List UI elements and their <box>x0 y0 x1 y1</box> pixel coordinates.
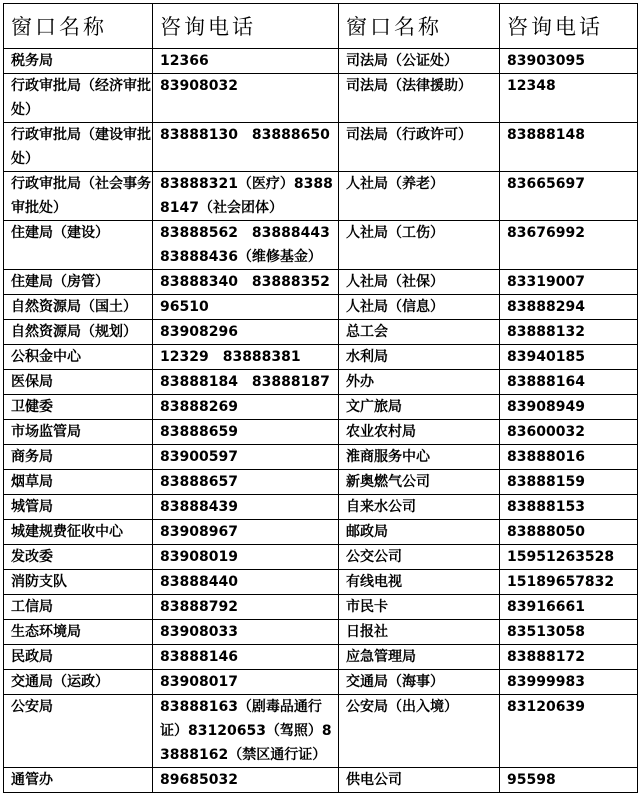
table-row <box>4 545 638 570</box>
table-row <box>4 221 638 270</box>
phone-cell: 83888184 83888187 <box>153 370 339 395</box>
window-name-cell: 消防支队 <box>4 570 153 595</box>
phone-cell: 83513058 <box>500 620 638 645</box>
window-name-cell: 城建规费征收中心 <box>4 520 153 545</box>
window-name-cell: 市民卡 <box>339 595 500 620</box>
phone-cell: 83319007 <box>500 270 638 295</box>
table-row <box>4 695 638 768</box>
table-row <box>4 620 638 645</box>
phone-cell: 12329 83888381 <box>153 345 339 370</box>
window-name-cell: 行政审批局（建设审批处） <box>4 123 153 172</box>
table-row <box>4 172 638 221</box>
table-row <box>4 445 638 470</box>
phone-cell: 83888148 <box>500 123 638 172</box>
window-name-cell: 行政审批局（经济审批处） <box>4 74 153 123</box>
phone-cell: 83888050 <box>500 520 638 545</box>
window-name-cell: 有线电视 <box>339 570 500 595</box>
phone-cell: 83908296 <box>153 320 339 345</box>
phone-cell: 83908032 <box>153 74 339 123</box>
window-name-cell: 城管局 <box>4 495 153 520</box>
window-name-cell: 公安局 <box>4 695 153 768</box>
header-row <box>4 4 638 49</box>
phone-cell: 83908967 <box>153 520 339 545</box>
table-row <box>4 768 638 793</box>
window-name-cell: 公交公司 <box>339 545 500 570</box>
phone-cell: 83888164 <box>500 370 638 395</box>
window-name-cell: 医保局 <box>4 370 153 395</box>
window-name-cell: 卫健委 <box>4 395 153 420</box>
table-row <box>4 645 638 670</box>
phone-cell: 83900597 <box>153 445 339 470</box>
phone-cell: 83665697 <box>500 172 638 221</box>
header-window-name-left: 窗口名称 <box>4 4 153 49</box>
phone-cell: 15951263528 <box>500 545 638 570</box>
table-row <box>4 270 638 295</box>
window-name-cell: 市场监管局 <box>4 420 153 445</box>
window-name-cell: 淮商服务中心 <box>339 445 500 470</box>
phone-cell: 83888294 <box>500 295 638 320</box>
phone-cell: 83888321（医疗）83888147（社会团体） <box>153 172 339 221</box>
phone-cell: 83888016 <box>500 445 638 470</box>
phone-cell: 83888340 83888352 <box>153 270 339 295</box>
window-name-cell: 文广旅局 <box>339 395 500 420</box>
window-name-cell: 工信局 <box>4 595 153 620</box>
phone-cell: 83888132 <box>500 320 638 345</box>
window-name-cell: 公安局（出入境） <box>339 695 500 768</box>
table-row <box>4 495 638 520</box>
window-name-cell: 住建局（房管） <box>4 270 153 295</box>
window-name-cell: 外办 <box>339 370 500 395</box>
window-name-cell: 日报社 <box>339 620 500 645</box>
window-name-cell: 农业农村局 <box>339 420 500 445</box>
table-row <box>4 570 638 595</box>
window-name-cell: 人社局（养老） <box>339 172 500 221</box>
window-name-cell: 商务局 <box>4 445 153 470</box>
window-name-cell: 自然资源局（国土） <box>4 295 153 320</box>
window-name-cell: 自然资源局（规划） <box>4 320 153 345</box>
table-row <box>4 295 638 320</box>
window-name-cell: 烟草局 <box>4 470 153 495</box>
window-name-cell: 民政局 <box>4 645 153 670</box>
phone-cell: 83908033 <box>153 620 339 645</box>
phone-cell: 83888130 83888650 <box>153 123 339 172</box>
phone-cell: 83888172 <box>500 645 638 670</box>
header-phone-left: 咨询电话 <box>153 4 339 49</box>
window-name-cell: 供电公司 <box>339 768 500 793</box>
table-row <box>4 420 638 445</box>
phone-cell: 83888159 <box>500 470 638 495</box>
window-name-cell: 税务局 <box>4 49 153 74</box>
window-name-cell: 交通局（运政） <box>4 670 153 695</box>
table-body <box>4 49 638 793</box>
phone-cell: 96510 <box>153 295 339 320</box>
window-name-cell: 人社局（社保） <box>339 270 500 295</box>
window-name-cell: 交通局（海事） <box>339 670 500 695</box>
phone-cell: 83888659 <box>153 420 339 445</box>
phone-cell: 15189657832 <box>500 570 638 595</box>
phone-cell: 83940185 <box>500 345 638 370</box>
phone-cell: 83888269 <box>153 395 339 420</box>
phone-cell: 83888562 83888443 83888436（维修基金） <box>153 221 339 270</box>
phone-cell: 83888440 <box>153 570 339 595</box>
phone-cell: 83120639 <box>500 695 638 768</box>
table-row <box>4 670 638 695</box>
window-name-cell: 人社局（信息） <box>339 295 500 320</box>
phone-cell: 95598 <box>500 768 638 793</box>
phone-cell: 83888439 <box>153 495 339 520</box>
window-name-cell: 新奥燃气公司 <box>339 470 500 495</box>
table-row <box>4 49 638 74</box>
window-name-cell: 总工会 <box>339 320 500 345</box>
phone-cell: 83676992 <box>500 221 638 270</box>
phone-cell: 83908019 <box>153 545 339 570</box>
phone-cell: 83888163（剧毒品通行证）83120653（驾照）83888162（禁区通行证） <box>153 695 339 768</box>
phone-cell: 83888792 <box>153 595 339 620</box>
phone-cell: 89685032 <box>153 768 339 793</box>
table-row <box>4 470 638 495</box>
header-window-name-right: 窗口名称 <box>339 4 500 49</box>
phone-cell: 83908949 <box>500 395 638 420</box>
phone-cell: 83600032 <box>500 420 638 445</box>
phone-cell: 12348 <box>500 74 638 123</box>
window-name-cell: 人社局（工伤） <box>339 221 500 270</box>
window-name-cell: 应急管理局 <box>339 645 500 670</box>
table-row <box>4 395 638 420</box>
header-phone-right: 咨询电话 <box>500 4 638 49</box>
window-name-cell: 邮政局 <box>339 520 500 545</box>
phone-cell: 83888657 <box>153 470 339 495</box>
table-row <box>4 520 638 545</box>
phone-cell: 83888146 <box>153 645 339 670</box>
contact-directory-table <box>3 3 638 793</box>
window-name-cell: 生态环境局 <box>4 620 153 645</box>
table-row <box>4 595 638 620</box>
window-name-cell: 公积金中心 <box>4 345 153 370</box>
window-name-cell: 司法局（行政许可） <box>339 123 500 172</box>
phone-cell: 83916661 <box>500 595 638 620</box>
window-name-cell: 住建局（建设） <box>4 221 153 270</box>
phone-cell: 12366 <box>153 49 339 74</box>
window-name-cell: 司法局（公证处） <box>339 49 500 74</box>
window-name-cell: 水利局 <box>339 345 500 370</box>
window-name-cell: 通管办 <box>4 768 153 793</box>
phone-cell: 83908017 <box>153 670 339 695</box>
phone-cell: 83999983 <box>500 670 638 695</box>
phone-cell: 83888153 <box>500 495 638 520</box>
phone-cell: 83903095 <box>500 49 638 74</box>
table-row <box>4 74 638 123</box>
table-header <box>4 4 638 49</box>
table-row <box>4 345 638 370</box>
window-name-cell: 司法局（法律援助） <box>339 74 500 123</box>
window-name-cell: 自来水公司 <box>339 495 500 520</box>
table-row <box>4 320 638 345</box>
table-row <box>4 123 638 172</box>
window-name-cell: 行政审批局（社会事务审批处） <box>4 172 153 221</box>
table-row <box>4 370 638 395</box>
window-name-cell: 发改委 <box>4 545 153 570</box>
